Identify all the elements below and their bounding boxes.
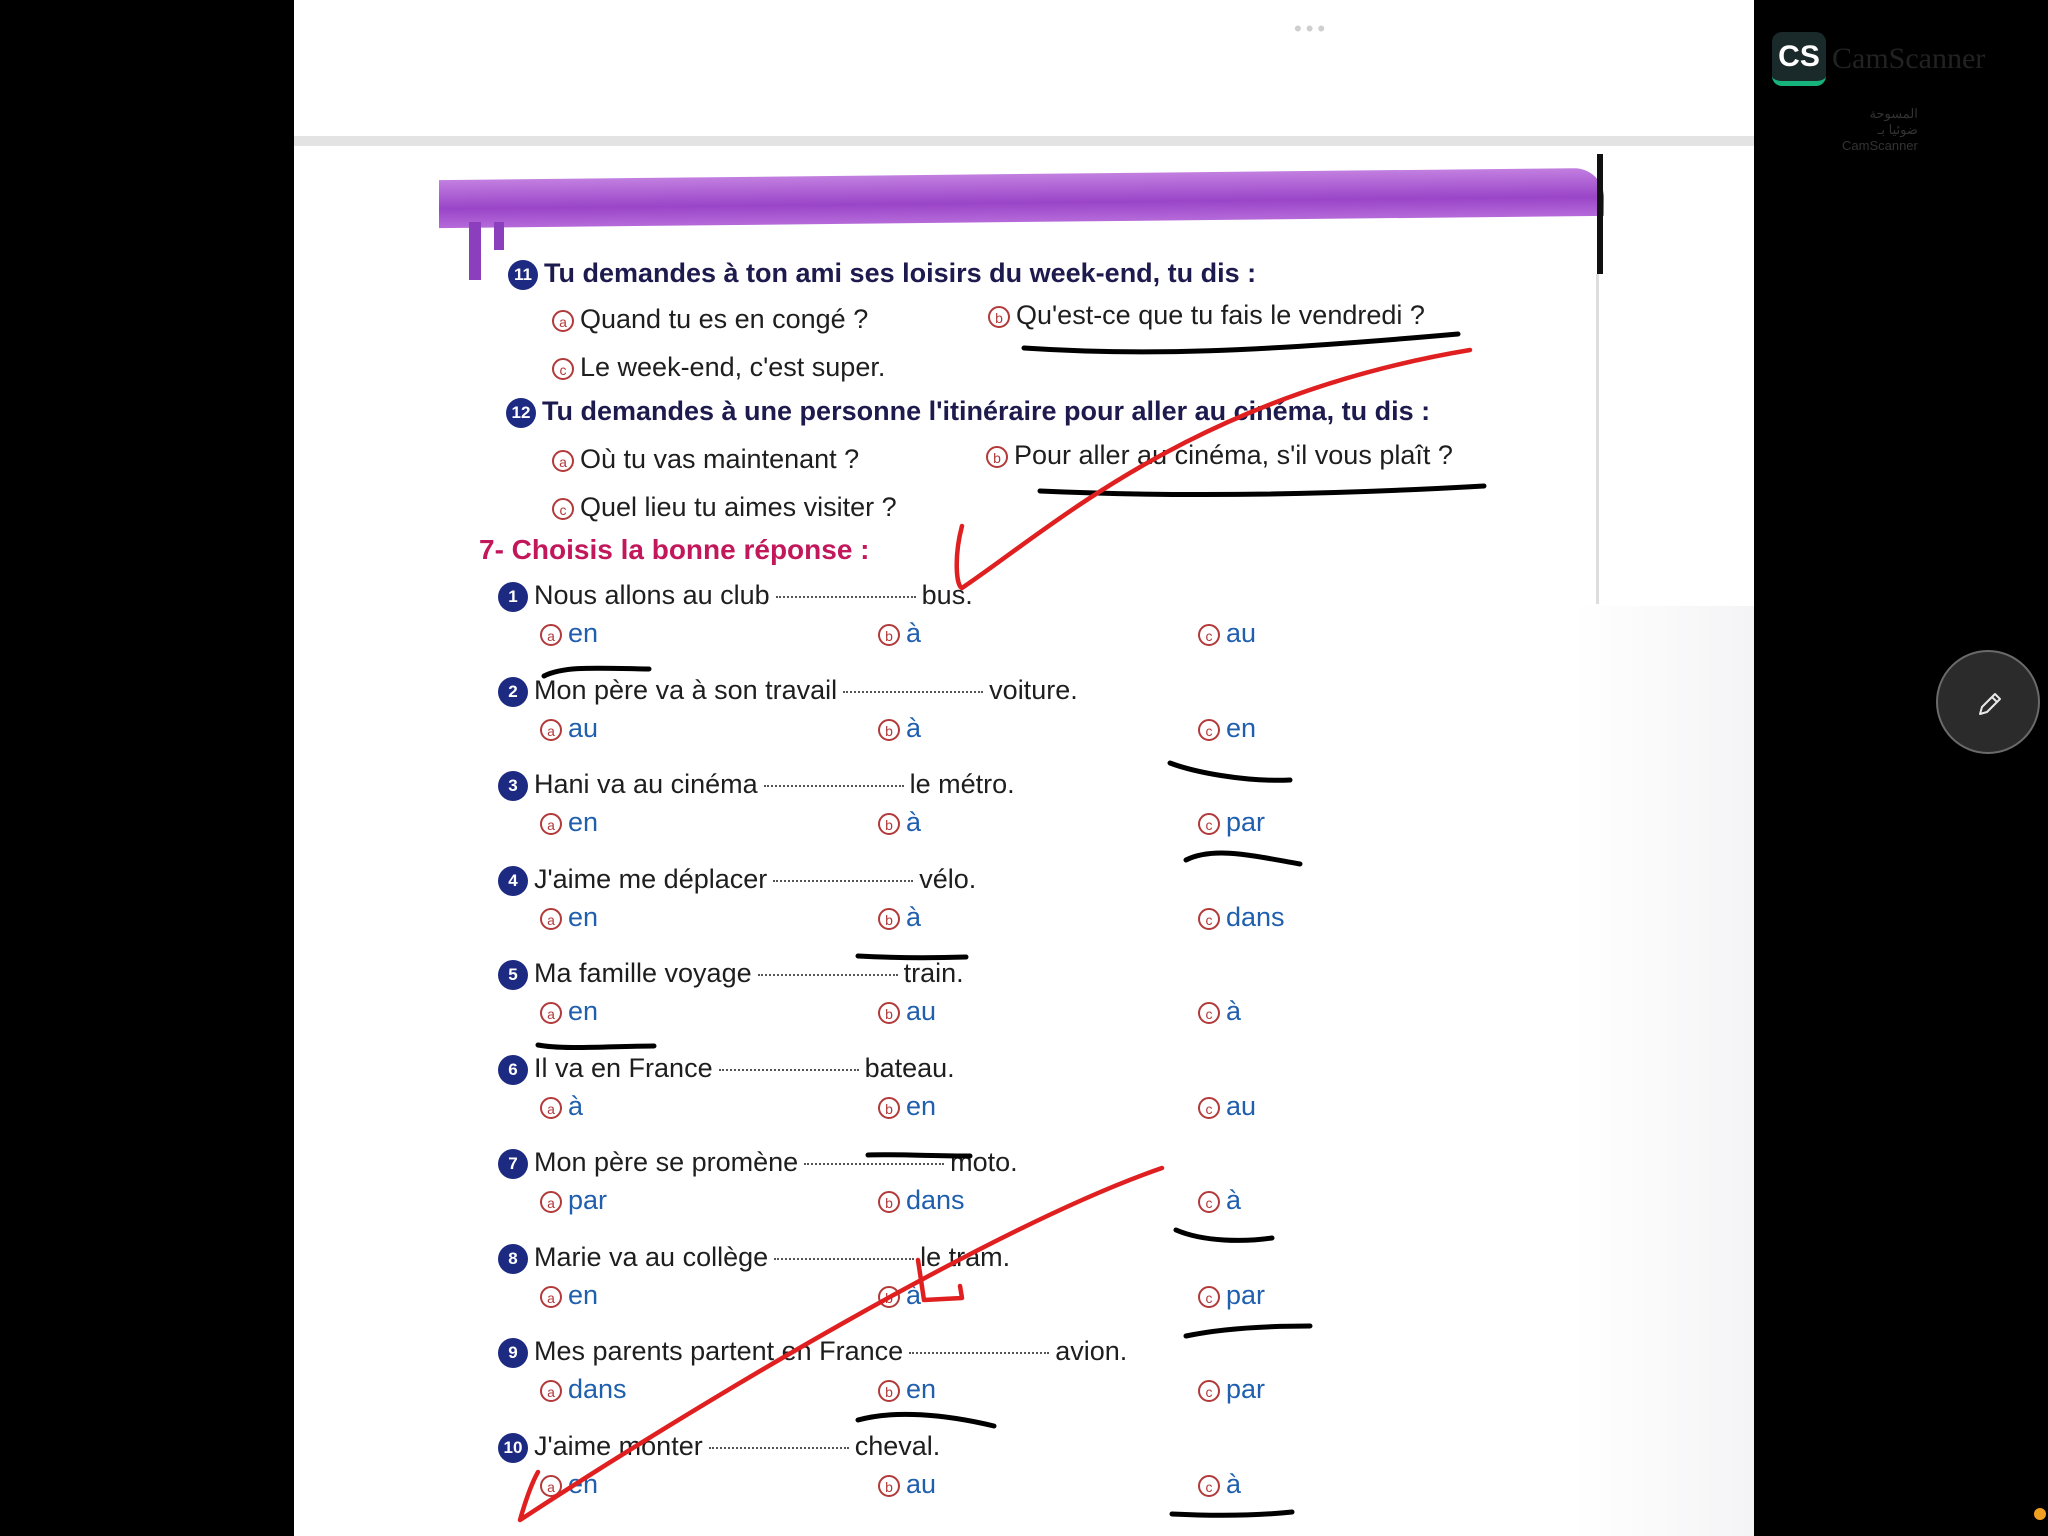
answer-option-a	[540, 1185, 607, 1216]
page-edge	[1597, 154, 1603, 274]
blank-line	[764, 785, 904, 787]
q11-option-a	[552, 304, 868, 335]
status-dot	[2034, 1508, 2046, 1520]
option-letter: a	[540, 1191, 562, 1213]
answer-option-c	[1198, 713, 1256, 744]
page-dots: •••	[1294, 16, 1330, 41]
question-number: 12	[506, 398, 536, 428]
option-letter: a	[540, 1286, 562, 1308]
option-letter: a	[540, 1475, 562, 1497]
sentence-start: Mon père se promène	[534, 1147, 799, 1177]
underline-mark	[1186, 853, 1300, 864]
option-letter: b	[878, 1002, 900, 1024]
option-text: en	[568, 1469, 599, 1499]
sentence-end: train.	[903, 958, 964, 988]
blank-line	[843, 691, 983, 693]
option-text: par	[1226, 807, 1266, 837]
option-text: au	[1226, 1091, 1257, 1121]
question-text: Tu demandes à une personne l'itinéraire pour aller au cinéma, tu dis :	[542, 396, 1431, 426]
exercise-number: 8	[498, 1244, 528, 1274]
option-letter: b	[988, 306, 1010, 328]
blank-line	[773, 880, 913, 882]
answer-option-c	[1198, 618, 1256, 649]
option-text: en	[906, 1374, 937, 1404]
exercise-number: 1	[498, 582, 528, 612]
sentence-end: vélo.	[919, 864, 977, 894]
option-letter: a	[552, 310, 574, 332]
q11-option-b	[988, 300, 1425, 331]
exercise-number: 3	[498, 771, 528, 801]
answer-option-c	[1198, 1469, 1241, 1500]
answer-option-a	[540, 996, 598, 1027]
option-letter: b	[878, 719, 900, 741]
option-text: Qu'est-ce que tu fais le vendredi ?	[1016, 300, 1425, 330]
answer-option-b	[878, 996, 936, 1027]
blank-line	[719, 1069, 859, 1071]
option-letter: c	[1198, 719, 1220, 741]
option-text: au	[906, 1469, 937, 1499]
option-letter: b	[878, 1191, 900, 1213]
underline-mark	[1024, 334, 1458, 352]
exercise-number: 9	[498, 1338, 528, 1368]
exercise-sentence	[498, 1147, 1018, 1179]
exercise-sentence	[498, 580, 973, 612]
option-letter: b	[986, 446, 1008, 468]
option-text: Quel lieu tu aimes visiter ?	[580, 492, 897, 522]
option-letter: c	[1198, 1191, 1220, 1213]
option-text: en	[1226, 713, 1257, 743]
answer-option-b	[878, 713, 921, 744]
answer-option-a	[540, 1469, 598, 1500]
option-text: dans	[906, 1185, 965, 1215]
option-letter: a	[540, 1380, 562, 1402]
option-letter: c	[1198, 1475, 1220, 1497]
option-letter: c	[552, 358, 574, 380]
ink-annotations	[294, 146, 1754, 1536]
option-text: à	[1226, 1469, 1242, 1499]
previous-page-footer	[294, 0, 1986, 153]
pencil-icon	[1974, 688, 2006, 720]
camscanner-logo-icon: CS	[1772, 32, 1826, 86]
blank-line	[758, 974, 898, 976]
answer-option-b	[878, 1280, 921, 1311]
question-number: 11	[508, 260, 538, 290]
sentence-end: bus.	[921, 580, 973, 610]
sentence-start: Hani va au cinéma	[534, 769, 758, 799]
sentence-start: Il va en France	[534, 1053, 713, 1083]
sentence-end: bateau.	[864, 1053, 955, 1083]
underline-mark	[1176, 1230, 1272, 1240]
option-letter: c	[1198, 624, 1220, 646]
option-text: en	[568, 1280, 599, 1310]
underline-mark	[1040, 486, 1484, 495]
exercise-sentence	[498, 958, 964, 990]
option-text: dans	[568, 1374, 627, 1404]
option-text: Quand tu es en congé ?	[580, 304, 869, 334]
option-text: en	[568, 902, 599, 932]
q11-option-c	[552, 352, 885, 383]
answer-option-c	[1198, 1280, 1265, 1311]
answer-option-a	[540, 902, 598, 933]
worksheet-page	[294, 146, 1754, 1536]
option-letter: a	[552, 450, 574, 472]
exercise-number: 7	[498, 1149, 528, 1179]
blank-line	[909, 1352, 1049, 1354]
answer-option-b	[878, 1091, 936, 1122]
exercise-number: 6	[498, 1055, 528, 1085]
exercise-sentence	[498, 1053, 955, 1085]
page-separator	[294, 136, 1754, 146]
exercise-sentence	[498, 769, 1015, 801]
camscanner-brand: CamScanner	[1832, 42, 1986, 75]
question-11	[508, 258, 1256, 290]
answer-option-c	[1198, 1185, 1241, 1216]
option-letter: a	[540, 1097, 562, 1119]
underline-mark	[1170, 763, 1290, 780]
option-letter: b	[878, 908, 900, 930]
option-text: à	[568, 1091, 584, 1121]
exercise-sentence	[498, 1431, 940, 1463]
option-letter: b	[878, 1475, 900, 1497]
option-text: en	[568, 807, 599, 837]
underline-mark	[1172, 1512, 1292, 1515]
option-letter: b	[878, 1286, 900, 1308]
underline-mark	[1186, 1326, 1310, 1336]
option-text: en	[568, 996, 599, 1026]
option-letter: b	[878, 624, 900, 646]
answer-option-b	[878, 807, 921, 838]
sentence-end: le tram.	[920, 1242, 1011, 1272]
sentence-end: moto.	[950, 1147, 1018, 1177]
q12-option-b	[986, 440, 1453, 471]
option-text: dans	[1226, 902, 1285, 932]
exercise-sentence	[498, 675, 1078, 707]
option-text: à	[906, 713, 922, 743]
option-text: à	[1226, 1185, 1242, 1215]
option-text: à	[906, 618, 922, 648]
page-border	[1596, 274, 1599, 604]
page-shading	[1574, 606, 1754, 1536]
sentence-start: Ma famille voyage	[534, 958, 752, 988]
blank-line	[804, 1163, 944, 1165]
option-text: par	[568, 1185, 608, 1215]
option-text: Pour aller au cinéma, s'il vous plaît ?	[1014, 440, 1453, 470]
option-letter: a	[540, 719, 562, 741]
sentence-start: J'aime monter	[534, 1431, 703, 1461]
option-text: en	[568, 618, 599, 648]
sentence-start: Mon père va à son travail	[534, 675, 838, 705]
answer-option-c	[1198, 996, 1241, 1027]
answer-option-a	[540, 618, 598, 649]
option-text: à	[906, 902, 922, 932]
option-text: à	[906, 807, 922, 837]
question-12	[506, 396, 1430, 428]
edit-button[interactable]	[1936, 650, 2040, 754]
answer-option-a	[540, 1280, 598, 1311]
exercise-sentence	[498, 864, 976, 896]
option-letter: c	[1198, 1286, 1220, 1308]
option-letter: a	[540, 1002, 562, 1024]
exercise-number: 2	[498, 677, 528, 707]
option-letter: c	[1198, 1380, 1220, 1402]
option-letter: c	[552, 498, 574, 520]
answer-option-b	[878, 1374, 936, 1405]
option-text: par	[1226, 1280, 1266, 1310]
exercise-number: 5	[498, 960, 528, 990]
question-text: Tu demandes à ton ami ses loisirs du week-end, tu dis :	[544, 258, 1257, 288]
answer-option-a	[540, 713, 598, 744]
q12-option-a	[552, 444, 859, 475]
header-band-tab	[494, 222, 504, 250]
answer-option-b	[878, 618, 921, 649]
blank-line	[776, 596, 916, 598]
answer-option-b	[878, 1185, 965, 1216]
answer-option-b	[878, 1469, 936, 1500]
sentence-end: le métro.	[909, 769, 1015, 799]
exercise-number: 10	[498, 1433, 528, 1463]
option-text: à	[1226, 996, 1242, 1026]
option-letter: b	[878, 813, 900, 835]
blank-line	[709, 1447, 849, 1449]
q12-option-c	[552, 492, 897, 523]
header-band-tab	[469, 222, 481, 280]
option-text: Où tu vas maintenant ?	[580, 444, 860, 474]
answer-option-c	[1198, 1374, 1265, 1405]
sentence-end: cheval.	[854, 1431, 941, 1461]
answer-option-a	[540, 1374, 627, 1405]
exercise-sentence	[498, 1336, 1127, 1368]
option-letter: c	[1198, 908, 1220, 930]
option-text: au	[568, 713, 599, 743]
sentence-end: voiture.	[989, 675, 1078, 705]
option-letter: b	[878, 1380, 900, 1402]
answer-option-b	[878, 902, 921, 933]
option-text: en	[906, 1091, 937, 1121]
section-7-title: 7- Choisis la bonne réponse :	[479, 534, 870, 565]
exercise-number: 4	[498, 866, 528, 896]
sentence-start: J'aime me déplacer	[534, 864, 768, 894]
option-letter: a	[540, 813, 562, 835]
sentence-start: Nous allons au club	[534, 580, 770, 610]
answer-option-a	[540, 807, 598, 838]
option-text: Le week-end, c'est super.	[580, 352, 886, 382]
option-letter: c	[1198, 813, 1220, 835]
option-letter: b	[878, 1097, 900, 1119]
option-text: au	[1226, 618, 1257, 648]
header-band	[439, 168, 1604, 228]
option-text: à	[906, 1280, 922, 1310]
answer-option-c	[1198, 902, 1285, 933]
sentence-start: Mes parents partent en France	[534, 1336, 904, 1366]
option-text: par	[1226, 1374, 1266, 1404]
option-letter: a	[540, 624, 562, 646]
sentence-end: avion.	[1055, 1336, 1128, 1366]
answer-option-c	[1198, 807, 1265, 838]
answer-option-a	[540, 1091, 583, 1122]
exercise-sentence	[498, 1242, 1010, 1274]
option-letter: a	[540, 908, 562, 930]
scanner-caption: المسوحة ضوئيا بـ CamScanner	[1842, 106, 1918, 153]
option-letter: c	[1198, 1002, 1220, 1024]
option-letter: c	[1198, 1097, 1220, 1119]
answer-option-c	[1198, 1091, 1256, 1122]
option-text: au	[906, 996, 937, 1026]
blank-line	[774, 1258, 914, 1260]
sentence-start: Marie va au collège	[534, 1242, 769, 1272]
underline-mark	[858, 1414, 994, 1426]
underline-mark	[538, 1045, 654, 1048]
